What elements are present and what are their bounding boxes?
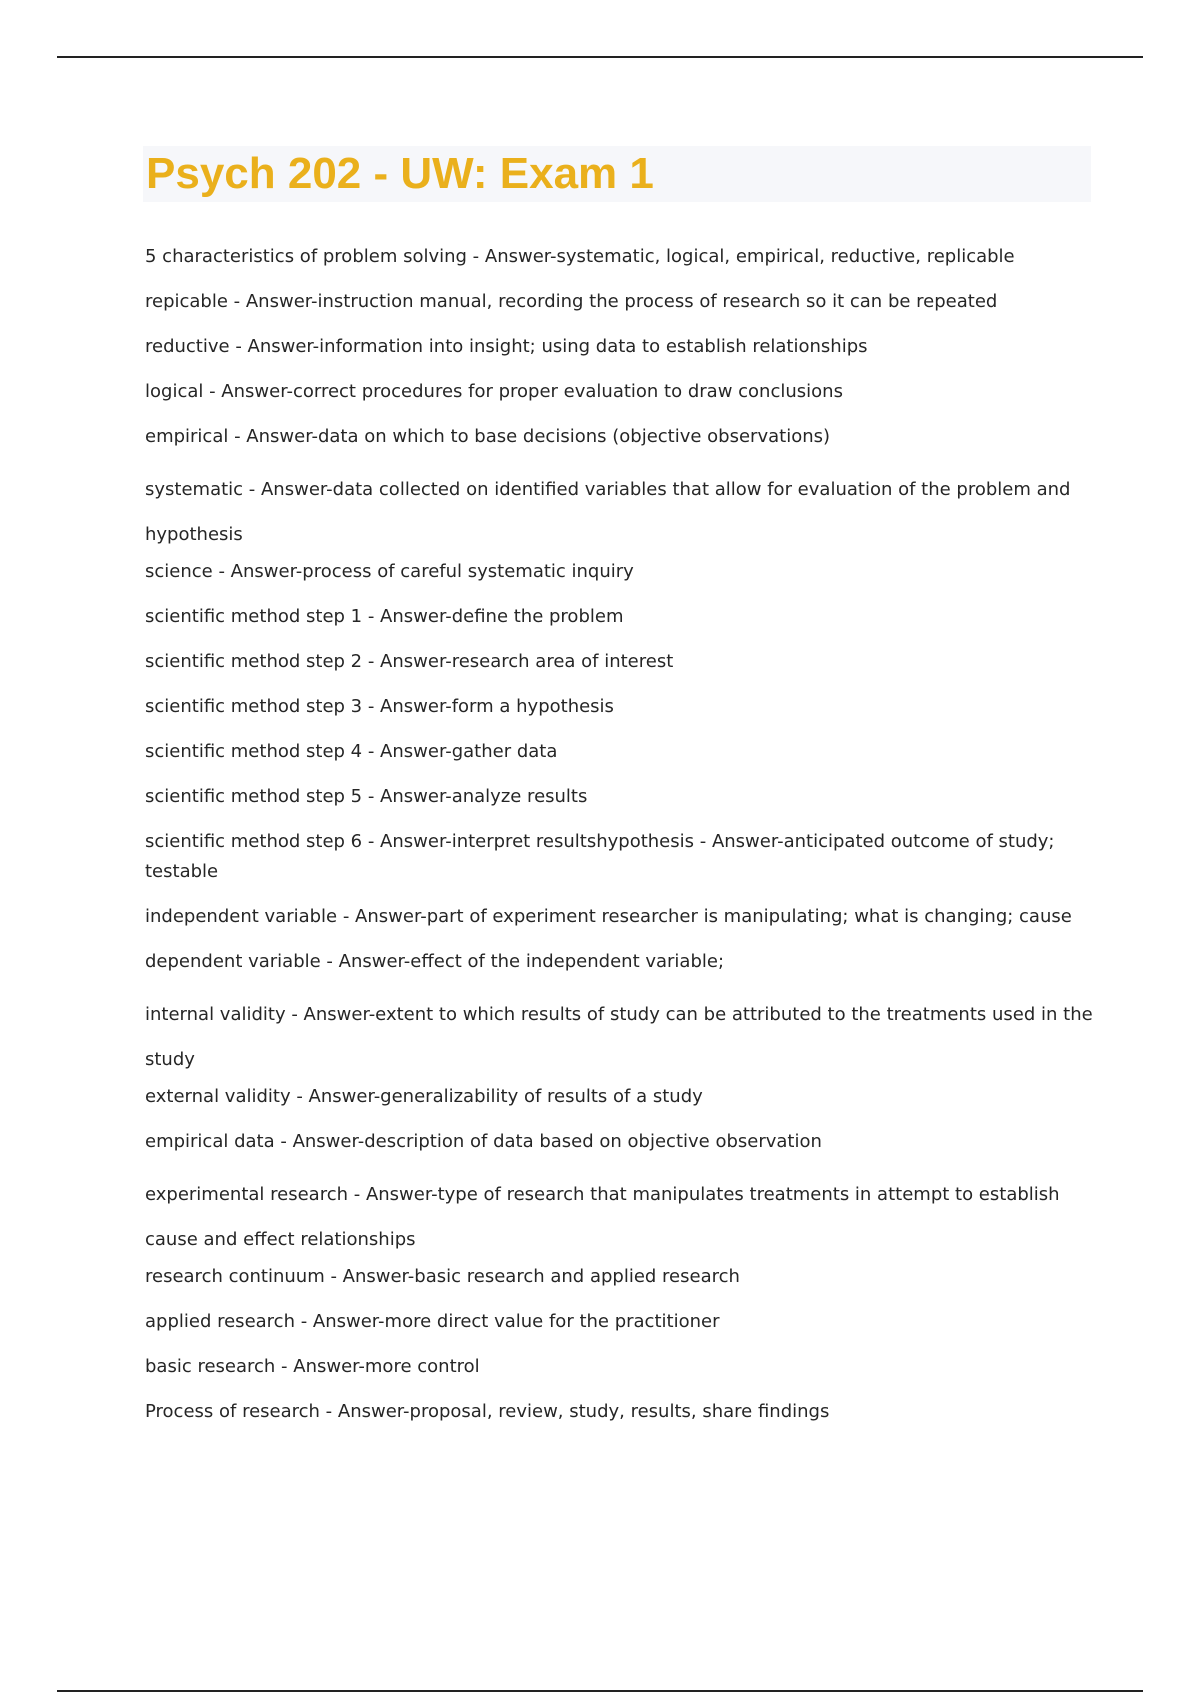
- list-item: scientific method step 6 - Answer-interpret resultshypothesis - Answer-anticipated outcome of study; testable: [145, 831, 1055, 882]
- list-item: scientific method step 4 - Answer-gather data: [145, 741, 558, 762]
- list-item: empirical - Answer-data on which to base decisions (objective observations): [145, 426, 831, 447]
- footer-rule: [57, 1690, 1143, 1692]
- list-item: basic research - Answer-more control: [145, 1356, 480, 1377]
- list-item: scientific method step 1 - Answer-define the problem: [145, 606, 624, 627]
- header-rule: [57, 56, 1143, 58]
- list-item: systematic - Answer-data collected on identified variables that allow for evaluation of the problem and hypothesis: [145, 479, 1071, 545]
- list-item: 5 characteristics of problem solving - Answer-systematic, logical, empirical, reductive, replicable: [145, 246, 1015, 267]
- list-item: logical - Answer-correct procedures for proper evaluation to draw conclusions: [145, 381, 843, 402]
- document-title: Psych 202 - UW: Exam 1: [146, 149, 654, 198]
- list-item: external validity - Answer-generalizability of results of a study: [145, 1086, 703, 1107]
- flashcard-list: [145, 242, 1097, 1442]
- list-item: Process of research - Answer-proposal, review, study, results, share findings: [145, 1401, 830, 1422]
- list-item: independent variable - Answer-part of experiment researcher is manipulating; what is changing; cause: [145, 906, 1072, 927]
- list-item: empirical data - Answer-description of data based on objective observation: [145, 1131, 822, 1152]
- list-item: experimental research - Answer-type of research that manipulates treatments in attempt to establish cause and effect relationships: [145, 1184, 1060, 1250]
- list-item: scientific method step 5 - Answer-analyze results: [145, 786, 588, 807]
- list-item: internal validity - Answer-extent to which results of study can be attributed to the treatments used in the study: [145, 1004, 1093, 1070]
- list-item: scientific method step 3 - Answer-form a hypothesis: [145, 696, 614, 717]
- list-item: dependent variable - Answer-effect of the independent variable;: [145, 951, 725, 972]
- list-item: reductive - Answer-information into insight; using data to establish relationships: [145, 336, 868, 357]
- list-item: applied research - Answer-more direct value for the practitioner: [145, 1311, 720, 1332]
- list-item: scientific method step 2 - Answer-research area of interest: [145, 651, 674, 672]
- list-item: science - Answer-process of careful systematic inquiry: [145, 561, 634, 582]
- list-item: research continuum - Answer-basic research and applied research: [145, 1266, 740, 1287]
- list-item: repicable - Answer-instruction manual, recording the process of research so it can be repeated: [145, 291, 998, 312]
